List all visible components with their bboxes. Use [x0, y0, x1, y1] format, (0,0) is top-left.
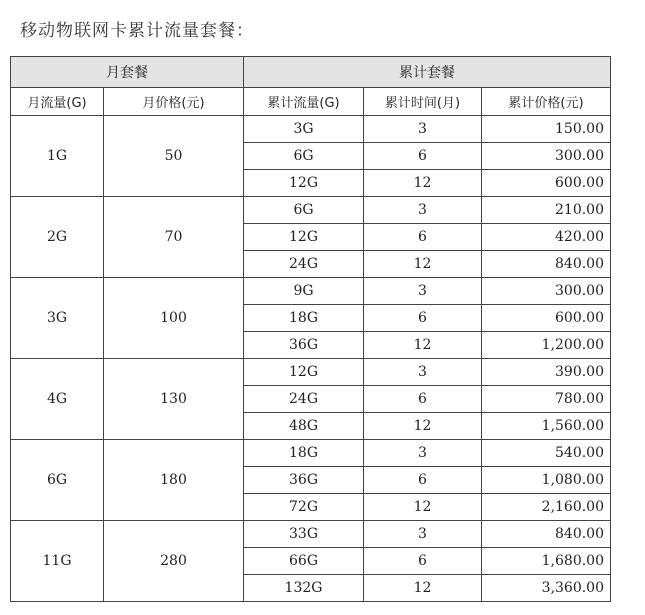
cumulative-data-cell: 132G: [244, 575, 364, 602]
col-header-monthly-price: 月价格(元): [104, 88, 244, 116]
cumulative-price-cell: 300.00: [482, 143, 611, 170]
cumulative-data-cell: 24G: [244, 386, 364, 413]
cumulative-price-cell: 840.00: [482, 251, 611, 278]
monthly-price-cell: 70: [104, 197, 244, 278]
cumulative-data-cell: 6G: [244, 143, 364, 170]
cumulative-months-cell: 6: [364, 143, 482, 170]
cumulative-months-cell: 3: [364, 116, 482, 143]
table-row: [11, 359, 611, 386]
cumulative-data-cell: 12G: [244, 224, 364, 251]
cumulative-data-cell: 24G: [244, 251, 364, 278]
cumulative-months-cell: 3: [364, 359, 482, 386]
monthly-plan-group-header: 月套餐: [11, 57, 244, 88]
cumulative-price-cell: 1,200.00: [482, 332, 611, 359]
cumulative-data-cell: 12G: [244, 170, 364, 197]
plan-table: [10, 56, 611, 602]
cumulative-months-cell: 3: [364, 440, 482, 467]
cumulative-months-cell: 12: [364, 332, 482, 359]
cumulative-price-cell: 600.00: [482, 305, 611, 332]
monthly-data-cell: 11G: [11, 521, 104, 602]
cumulative-price-cell: 300.00: [482, 278, 611, 305]
cumulative-months-cell: 6: [364, 548, 482, 575]
table-row: [11, 440, 611, 467]
table-row: [11, 521, 611, 548]
monthly-data-cell: 3G: [11, 278, 104, 359]
cumulative-price-cell: 600.00: [482, 170, 611, 197]
cumulative-months-cell: 3: [364, 521, 482, 548]
cumulative-price-cell: 150.00: [482, 116, 611, 143]
cumulative-months-cell: 3: [364, 278, 482, 305]
table-row: [11, 197, 611, 224]
plan-table-body: [11, 116, 611, 602]
cumulative-months-cell: 12: [364, 575, 482, 602]
cumulative-data-cell: 33G: [244, 521, 364, 548]
cumulative-price-cell: 1,080.00: [482, 467, 611, 494]
cumulative-price-cell: 780.00: [482, 386, 611, 413]
cumulative-price-cell: 2,160.00: [482, 494, 611, 521]
cumulative-data-cell: 6G: [244, 197, 364, 224]
cumulative-price-cell: 1,680.00: [482, 548, 611, 575]
cumulative-price-cell: 210.00: [482, 197, 611, 224]
cumulative-price-cell: 3,360.00: [482, 575, 611, 602]
cumulative-price-cell: 420.00: [482, 224, 611, 251]
monthly-price-cell: 50: [104, 116, 244, 197]
cumulative-data-cell: 66G: [244, 548, 364, 575]
cumulative-plan-group-header: 累计套餐: [244, 57, 611, 88]
cumulative-data-cell: 9G: [244, 278, 364, 305]
cumulative-data-cell: 12G: [244, 359, 364, 386]
col-header-cumulative-price: 累计价格(元): [482, 88, 611, 116]
table-row: [11, 278, 611, 305]
cumulative-months-cell: 6: [364, 467, 482, 494]
monthly-price-cell: 280: [104, 521, 244, 602]
monthly-data-cell: 4G: [11, 359, 104, 440]
cumulative-data-cell: 18G: [244, 305, 364, 332]
monthly-price-cell: 130: [104, 359, 244, 440]
cumulative-price-cell: 540.00: [482, 440, 611, 467]
monthly-data-cell: 2G: [11, 197, 104, 278]
cumulative-months-cell: 12: [364, 413, 482, 440]
cumulative-data-cell: 36G: [244, 332, 364, 359]
cumulative-data-cell: 48G: [244, 413, 364, 440]
cumulative-months-cell: 3: [364, 197, 482, 224]
monthly-price-cell: 180: [104, 440, 244, 521]
monthly-data-cell: 1G: [11, 116, 104, 197]
cumulative-price-cell: 840.00: [482, 521, 611, 548]
cumulative-months-cell: 12: [364, 170, 482, 197]
page-title: 移动物联网卡累计流量套餐：: [20, 21, 254, 41]
col-header-monthly-data: 月流量(G): [11, 88, 104, 116]
cumulative-price-cell: 390.00: [482, 359, 611, 386]
cumulative-data-cell: 36G: [244, 467, 364, 494]
cumulative-price-cell: 1,560.00: [482, 413, 611, 440]
monthly-price-cell: 100: [104, 278, 244, 359]
cumulative-data-cell: 3G: [244, 116, 364, 143]
table-row: [11, 116, 611, 143]
cumulative-months-cell: 6: [364, 305, 482, 332]
monthly-data-cell: 6G: [11, 440, 104, 521]
cumulative-data-cell: 18G: [244, 440, 364, 467]
cumulative-months-cell: 6: [364, 386, 482, 413]
cumulative-months-cell: 6: [364, 224, 482, 251]
plan-table-header: [11, 57, 611, 116]
col-header-cumulative-months: 累计时间(月): [364, 88, 482, 116]
cumulative-data-cell: 72G: [244, 494, 364, 521]
cumulative-months-cell: 12: [364, 494, 482, 521]
col-header-cumulative-data: 累计流量(G): [244, 88, 364, 116]
cumulative-months-cell: 12: [364, 251, 482, 278]
